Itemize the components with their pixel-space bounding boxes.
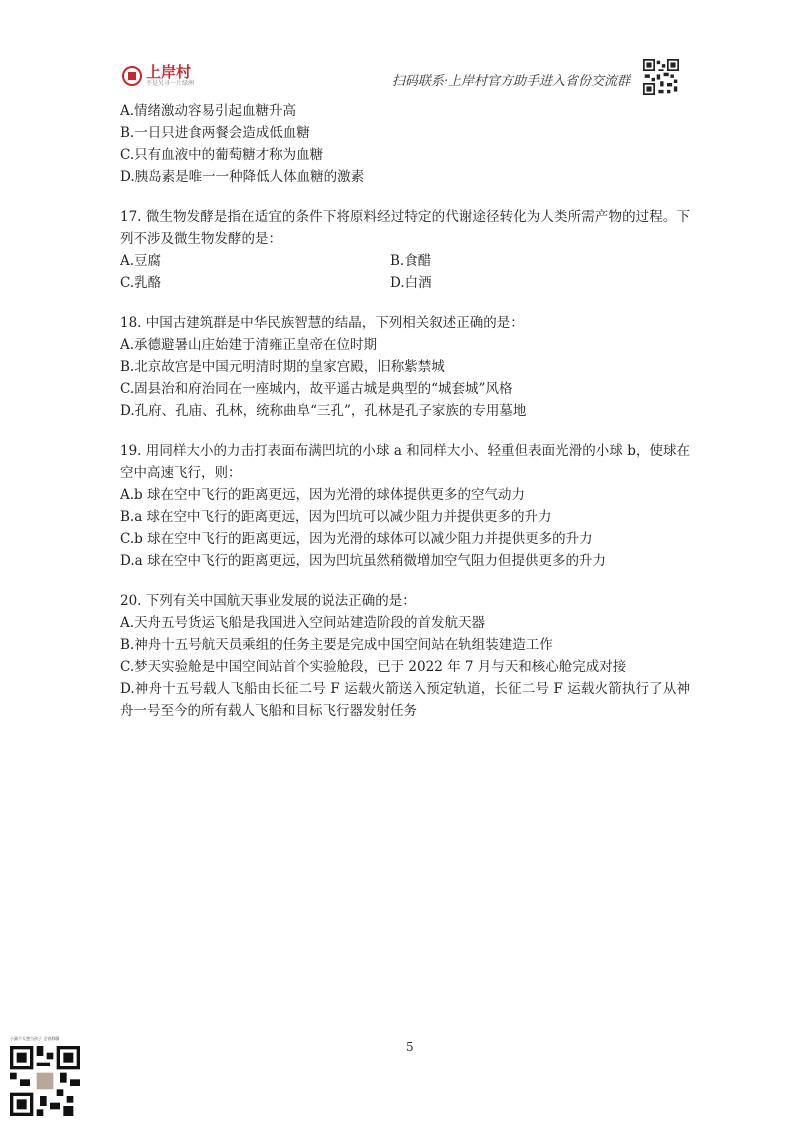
question-17 bbox=[120, 206, 690, 294]
page-number: 5 bbox=[406, 1040, 414, 1054]
question-stem: 20. 下列有关中国航天事业发展的说法正确的是： bbox=[120, 593, 416, 609]
question-16-tail bbox=[120, 100, 690, 188]
option-b: B.北京故宫是中国元明清时期的皇家宫殿，旧称紫禁城 bbox=[120, 359, 445, 375]
question-stem: 18. 中国古建筑群是中华民族智慧的结晶，下列相关叙述正确的是： bbox=[120, 315, 524, 331]
qr-label: 小猫不太想当孩子 全省群聊 bbox=[10, 1036, 60, 1041]
option-d: D.a 球在空中飞行的距离更远，因为凹坑虽然稍微增加空气阻力但提供更多的升力 bbox=[120, 553, 606, 569]
seal-icon bbox=[122, 66, 142, 86]
logo-title: 上岸村 bbox=[146, 63, 192, 81]
option-c: C.固县治和府治同在一座城内，故平遥古城是典型的“城套城”风格 bbox=[120, 381, 513, 397]
footer-qr-card bbox=[10, 1036, 110, 1126]
qr-code-icon bbox=[643, 59, 679, 95]
option-a: A.承德避暑山庄始建于清雍正皇帝在位时期 bbox=[120, 337, 378, 353]
brand-logo bbox=[122, 64, 194, 88]
question-18 bbox=[120, 312, 690, 422]
option-d: D.胰岛素是唯一一种降低人体血糖的激素 bbox=[120, 169, 365, 185]
question-20 bbox=[120, 590, 690, 722]
option-c: C.梦天实验舱是中国空间站首个实验舱段，已于 2022 年 7 月与天和核心舱完成对接 bbox=[120, 659, 627, 675]
option-a: A.豆腐 bbox=[120, 253, 162, 269]
question-19 bbox=[120, 440, 690, 572]
option-b: B.一日只进食两餐会造成低血糖 bbox=[120, 125, 310, 141]
option-c: C.乳酪 bbox=[120, 275, 162, 291]
option-c: C.只有血液中的葡萄糖才称为血糖 bbox=[120, 147, 324, 163]
option-d: D.神舟十五号载人飞船由长征二号 F 运载火箭送入预定轨道，长征二号 F 运载火箭执行了从神舟一号至今的所有载人飞船和目标飞行器发射任务 bbox=[120, 681, 690, 719]
option-b: B.a 球在空中飞行的距离更远，因为凹坑可以减少阻力并提供更多的升力 bbox=[120, 509, 552, 525]
option-a: A.情绪激动容易引起血糖升高 bbox=[120, 103, 297, 119]
qr-code-icon bbox=[10, 1046, 80, 1116]
option-b: B.食醋 bbox=[390, 253, 432, 269]
option-d: D.白酒 bbox=[390, 275, 432, 291]
option-a: A.b 球在空中飞行的距离更远，因为光滑的球体提供更多的空气动力 bbox=[120, 487, 525, 503]
option-d: D.孔府、孔庙、孔林，统称曲阜“三孔”，孔林是孔子家族的专用墓地 bbox=[120, 403, 527, 419]
option-c: C.b 球在空中飞行的距离更远，因为光滑的球体可以减少阻力并提供更多的升力 bbox=[120, 531, 593, 547]
logo-subtitle: 不是另寻一片绿洲 bbox=[146, 80, 195, 87]
header-note: 扫码联系·上岸村官方助手进入省份交流群 bbox=[391, 74, 630, 89]
page-header bbox=[0, 0, 800, 100]
question-stem: 17. 微生物发酵是指在适宜的条件下将原料经过特定的代谢途径转化为人类所需产物的过程。下列不涉及微生物发酵的是： bbox=[120, 209, 690, 247]
question-content bbox=[120, 100, 690, 722]
option-a: A.天舟五号货运飞船是我国进入空间站建造阶段的首发航天器 bbox=[120, 615, 486, 631]
question-stem: 19. 用同样大小的力击打表面布满凹坑的小球 a 和同样大小、轻重但表面光滑的小球 b，使球在空中高速飞行，则： bbox=[120, 443, 690, 481]
option-b: B.神舟十五号航天员乘组的任务主要是完成中国空间站在轨组装建造工作 bbox=[120, 637, 553, 653]
